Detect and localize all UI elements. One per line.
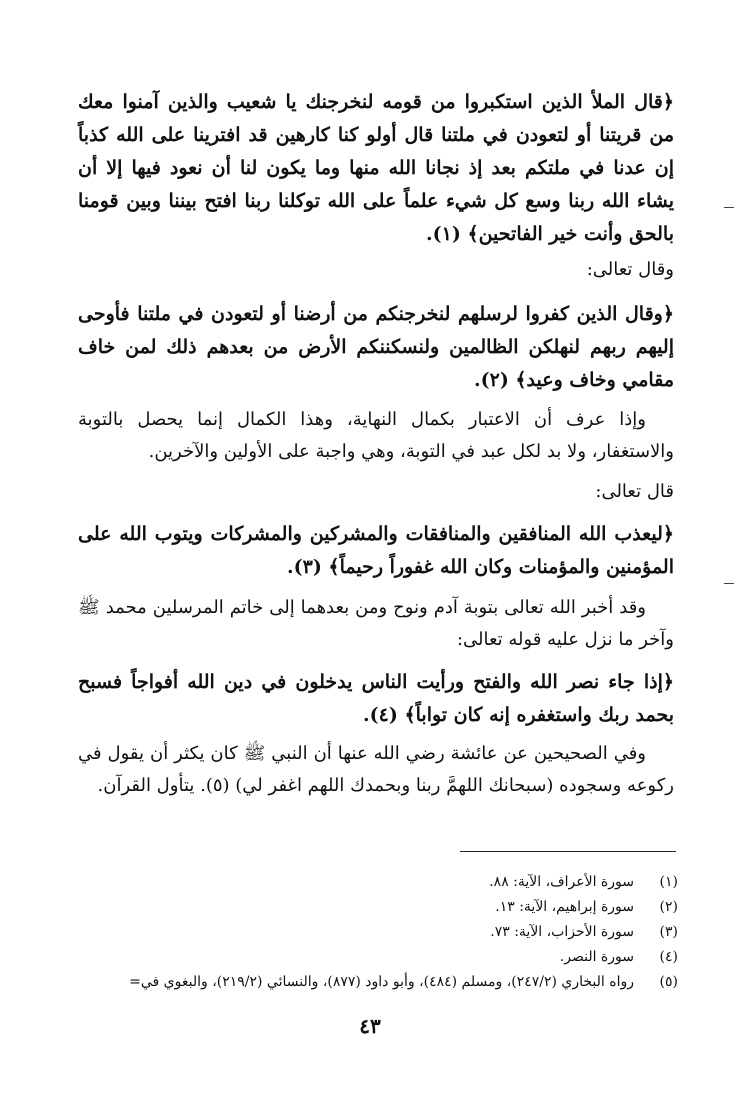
quran-verse-ahzab: ﴿ليعذب الله المنافقين والمنافقات والمشركين والمشركات ويتوب الله على المؤمنين والمؤمنات وكان الله غفوراً رحيماً﴾ (٣). <box>78 523 674 578</box>
intro-heading-1: وقال تعالى: <box>586 259 674 280</box>
footnote-text: سورة النصر. <box>559 949 634 965</box>
footnote-item <box>78 945 678 970</box>
paragraph-hadith: وفي الصحيحين عن عائشة رضي الله عنها أن النبي ﷺ كان يكثر أن يقول في ركوعه وسجوده (سبحانك اللهمَّ ربنا وبحمدك اللهم اغفر لي) (٥). يتأول القرآن. <box>78 743 674 796</box>
footnote-item <box>78 970 678 995</box>
footnote-number: (٣) <box>659 924 678 940</box>
quran-verse-nasr: ﴿إذا جاء نصر الله والفتح ورأيت الناس يدخلون في دين الله أفواجاً فسبح بحمد ربك واستغفره إنه كان تواباً﴾ (٤). <box>78 671 674 726</box>
intro-heading-2: قال تعالى: <box>595 481 674 502</box>
footnote-number: (٤) <box>659 949 678 965</box>
page-number: ٤٣ <box>359 1014 381 1038</box>
footnote-item <box>78 920 678 945</box>
margin-mark <box>724 207 734 208</box>
footnote-text: سورة الأعراف، الآية: ٨٨. <box>489 874 634 890</box>
paragraph-tawba: وإذا عرف أن الاعتبار بكمال النهاية، وهذا الكمال إنما يحصل بالتوبة والاستغفار، ولا بد لكل عبد في التوبة، وهي واجبة على الأولين والآخرين. <box>78 409 674 462</box>
footnote-item <box>78 895 678 920</box>
quran-verse-araf: ﴿قال الملأ الذين استكبروا من قومه لنخرجنك يا شعيب والذين آمنوا معك من قريتنا أو لتعودن في ملتنا قال أولو كنا كارهين قد افترينا على الله كذباً إن عدنا في ملتكم بعد إذ نجانا الله منها وما يكون لنا أن نعود فيها إلا أن يشاء الله ربنا وسع كل شيء علماً على الله توكلنا ربنا افتح بيننا وبين قومنا بالحق وأنت خير الفاتحين﴾ (١). <box>78 91 674 245</box>
footnote-text: سورة إبراهيم، الآية: ١٣. <box>495 899 634 915</box>
footnote-text: رواه البخاري (٢٤٧/٢)، ومسلم (٤٨٤)، وأبو داود (٨٧٧)، والنسائي (٢١٩/٢)، والبغوي في= <box>129 974 634 990</box>
footnote-number: (١) <box>659 874 678 890</box>
footnote-text: سورة الأحزاب، الآية: ٧٣. <box>490 924 634 940</box>
footnote-divider <box>460 851 676 852</box>
footnote-number: (٥) <box>659 974 678 990</box>
footnotes <box>78 870 678 995</box>
quran-verse-ibrahim: ﴿وقال الذين كفروا لرسلهم لنخرجنكم من أرضنا أو لتعودن في ملتنا فأوحى إليهم ربهم لنهلكن الظالمين ولنسكننكم الأرض من بعدهم ذلك لمن خاف مقامي وخاف وعيد﴾ (٢). <box>78 303 674 391</box>
footnote-number: (٢) <box>659 899 678 915</box>
margin-mark <box>724 583 734 584</box>
paragraph-prophets: وقد أخبر الله تعالى بتوبة آدم ونوح ومن بعدهما إلى خاتم المرسلين محمد ﷺ وآخر ما نزل عليه قوله تعالى: <box>78 597 674 650</box>
footnote-item <box>78 870 678 895</box>
